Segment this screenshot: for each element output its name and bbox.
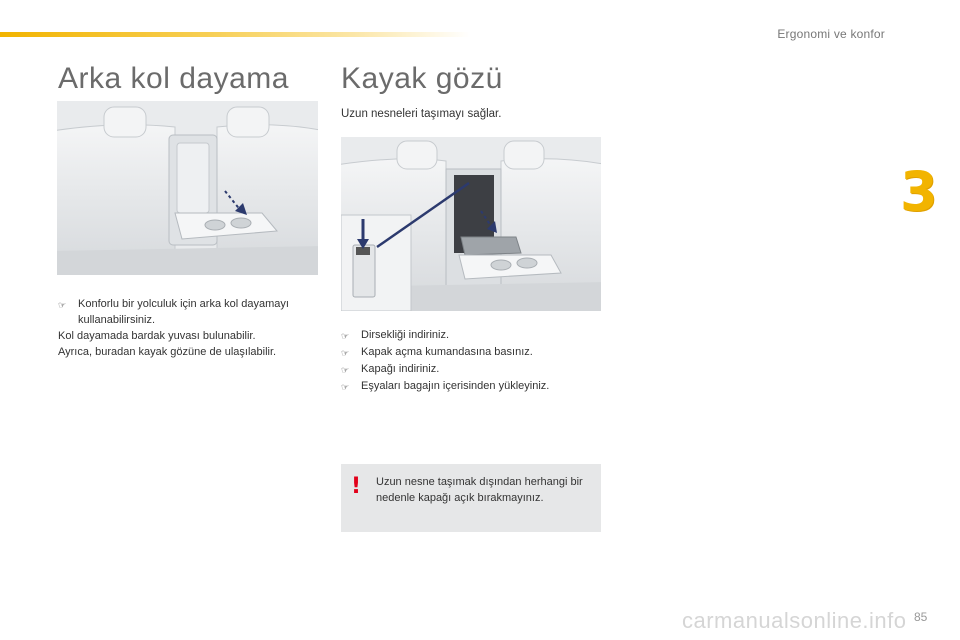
bullet-text: Eşyaları bagajın içerisinden yükleyiniz. bbox=[361, 380, 550, 392]
ski-hatch-title: Kayak gözü bbox=[341, 62, 503, 95]
bullet-text: Kapağı indiriniz. bbox=[361, 363, 440, 375]
header-accent-bar bbox=[0, 32, 470, 37]
list-item bbox=[341, 378, 601, 395]
page-number: 85 bbox=[914, 610, 928, 624]
ski-hatch-steps bbox=[341, 327, 601, 395]
list-item bbox=[341, 344, 601, 361]
ski-hatch-subtitle: Uzun nesneleri taşımayı sağlar. bbox=[341, 108, 502, 120]
armrest-description bbox=[58, 296, 323, 360]
warning-box bbox=[341, 464, 601, 532]
ski-hatch-photo bbox=[341, 137, 601, 311]
chapter-number: 3 bbox=[900, 160, 938, 223]
warning-text: Uzun nesne taşımak dışından herhangi bir nedenle kapağı açık bırakmayınız. bbox=[376, 476, 583, 504]
pointer-bullet-icon: ☞ bbox=[341, 365, 350, 375]
rear-armrest-photo bbox=[57, 101, 318, 275]
paragraph-line: Kol dayamada bardak yuvası bulunabilir. bbox=[58, 330, 256, 342]
section-title: Ergonomi ve konfor bbox=[777, 27, 885, 41]
list-item bbox=[341, 361, 601, 378]
bullet-text: Dirsekliği indiriniz. bbox=[361, 329, 450, 341]
bullet-text: Konforlu bir yolculuk için arka kol dayamayı kullanabilirsiniz. bbox=[78, 298, 289, 326]
ski-hatch-illustration bbox=[341, 137, 601, 311]
paragraph-line: Ayrıca, buradan kayak gözüne de ulaşılabilir. bbox=[58, 346, 277, 358]
pointer-bullet-icon: ☞ bbox=[341, 382, 350, 392]
armrest-title: Arka kol dayama bbox=[58, 62, 289, 95]
bullet-text: Kapak açma kumandasına basınız. bbox=[361, 346, 533, 358]
pointer-bullet-icon: ☞ bbox=[341, 331, 350, 341]
rear-seat-illustration bbox=[57, 101, 318, 275]
list-item bbox=[58, 296, 323, 328]
pointer-bullet-icon: ☞ bbox=[341, 348, 350, 358]
warning-exclamation-icon: ! bbox=[351, 474, 362, 499]
pointer-bullet-icon: ☞ bbox=[58, 300, 67, 310]
list-item bbox=[341, 327, 601, 344]
watermark: carmanualsonline.info bbox=[682, 608, 907, 633]
